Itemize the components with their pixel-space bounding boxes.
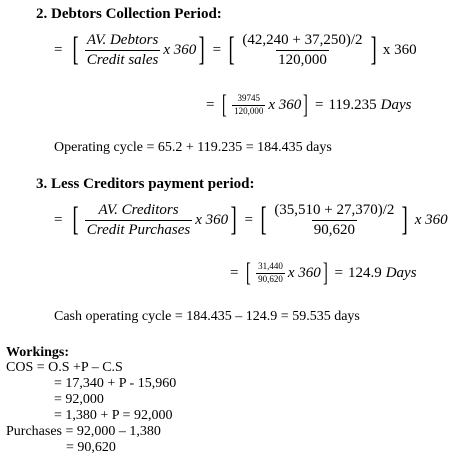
- workings-heading: Workings:: [6, 345, 70, 360]
- workings-line-3: = 92,000: [54, 392, 104, 407]
- fraction-numerator: AV. Debtors: [86, 32, 159, 48]
- section-3-heading: 3. Less Creditors payment period:: [36, 176, 255, 192]
- fraction-denominator: 120,000: [234, 105, 264, 116]
- equals-sign: =: [230, 264, 239, 281]
- fraction-denominator: Credit sales: [86, 51, 159, 68]
- fraction-denominator: Credit Purchases: [86, 221, 191, 238]
- result-value: 119.235: [328, 96, 377, 113]
- left-bracket: [: [222, 90, 228, 119]
- workings-line-5: Purchases = 92,000 – 1,380: [6, 424, 161, 439]
- equals-sign: =: [212, 41, 222, 58]
- left-bracket: [: [73, 201, 80, 238]
- multiplier: x 360: [268, 96, 302, 113]
- equals-sign: =: [206, 96, 215, 113]
- fraction-numerator: AV. Creditors: [98, 202, 179, 218]
- result-value: 124.9: [347, 264, 382, 281]
- operating-cycle-line: Operating cycle = 65.2 + 119.235 = 184.435 days: [54, 140, 332, 155]
- multiplier: x 360: [287, 264, 321, 281]
- creditors-result-formula: [230, 260, 417, 286]
- result-unit: Days: [385, 264, 417, 281]
- creditors-small-fraction: [256, 262, 285, 285]
- right-bracket: ]: [230, 201, 237, 238]
- debtors-result-formula: [206, 92, 411, 118]
- fraction-denominator: 120,000: [278, 51, 327, 68]
- workings-line-2: = 17,340 + P - 15,960: [54, 376, 177, 391]
- av-creditors-fraction: [85, 202, 192, 238]
- debtors-formula: [54, 32, 417, 68]
- fraction-numerator: (42,240 + 37,250)/2: [242, 32, 363, 48]
- fraction-denominator: 90,620: [258, 273, 283, 284]
- equals-sign: =: [244, 211, 253, 228]
- right-bracket: ]: [370, 31, 377, 68]
- multiplier: x 360: [195, 211, 229, 228]
- result-unit: Days: [380, 96, 412, 113]
- right-bracket: ]: [322, 258, 328, 287]
- cash-operating-cycle-line: Cash operating cycle = 184.435 – 124.9 = 59.535 days: [54, 309, 360, 324]
- left-bracket: [: [228, 31, 235, 68]
- left-bracket: [: [246, 258, 252, 287]
- right-bracket: ]: [198, 31, 206, 68]
- right-bracket: ]: [401, 201, 409, 238]
- workings-line-1: COS = O.S +P – C.S: [6, 360, 123, 375]
- creditors-value-fraction: [272, 202, 396, 238]
- debtors-value-fraction: [240, 32, 364, 68]
- fraction-denominator: 90,620: [313, 221, 355, 238]
- left-bracket: [: [73, 31, 80, 68]
- workings-line-6: = 90,620: [66, 440, 116, 455]
- equals-sign: =: [54, 41, 63, 58]
- fraction-numerator: 39745: [237, 92, 261, 103]
- multiplier: x 360: [382, 41, 417, 58]
- section-2-heading: 2. Debtors Collection Period:: [36, 6, 222, 22]
- fraction-numerator: 31,440: [258, 260, 283, 271]
- equals-sign: =: [54, 211, 63, 228]
- equals-sign: =: [334, 264, 343, 281]
- debtors-small-fraction: [232, 94, 265, 117]
- av-debtors-fraction: [85, 32, 161, 68]
- multiplier: x 360: [163, 41, 197, 58]
- workings-line-4: = 1,380 + P = 92,000: [54, 408, 173, 423]
- fraction-numerator: (35,510 + 27,370)/2: [274, 202, 395, 218]
- right-bracket: ]: [303, 90, 309, 119]
- creditors-formula: [54, 202, 448, 238]
- left-bracket: [: [260, 201, 267, 238]
- multiplier: x 360: [414, 211, 448, 228]
- equals-sign: =: [314, 96, 324, 113]
